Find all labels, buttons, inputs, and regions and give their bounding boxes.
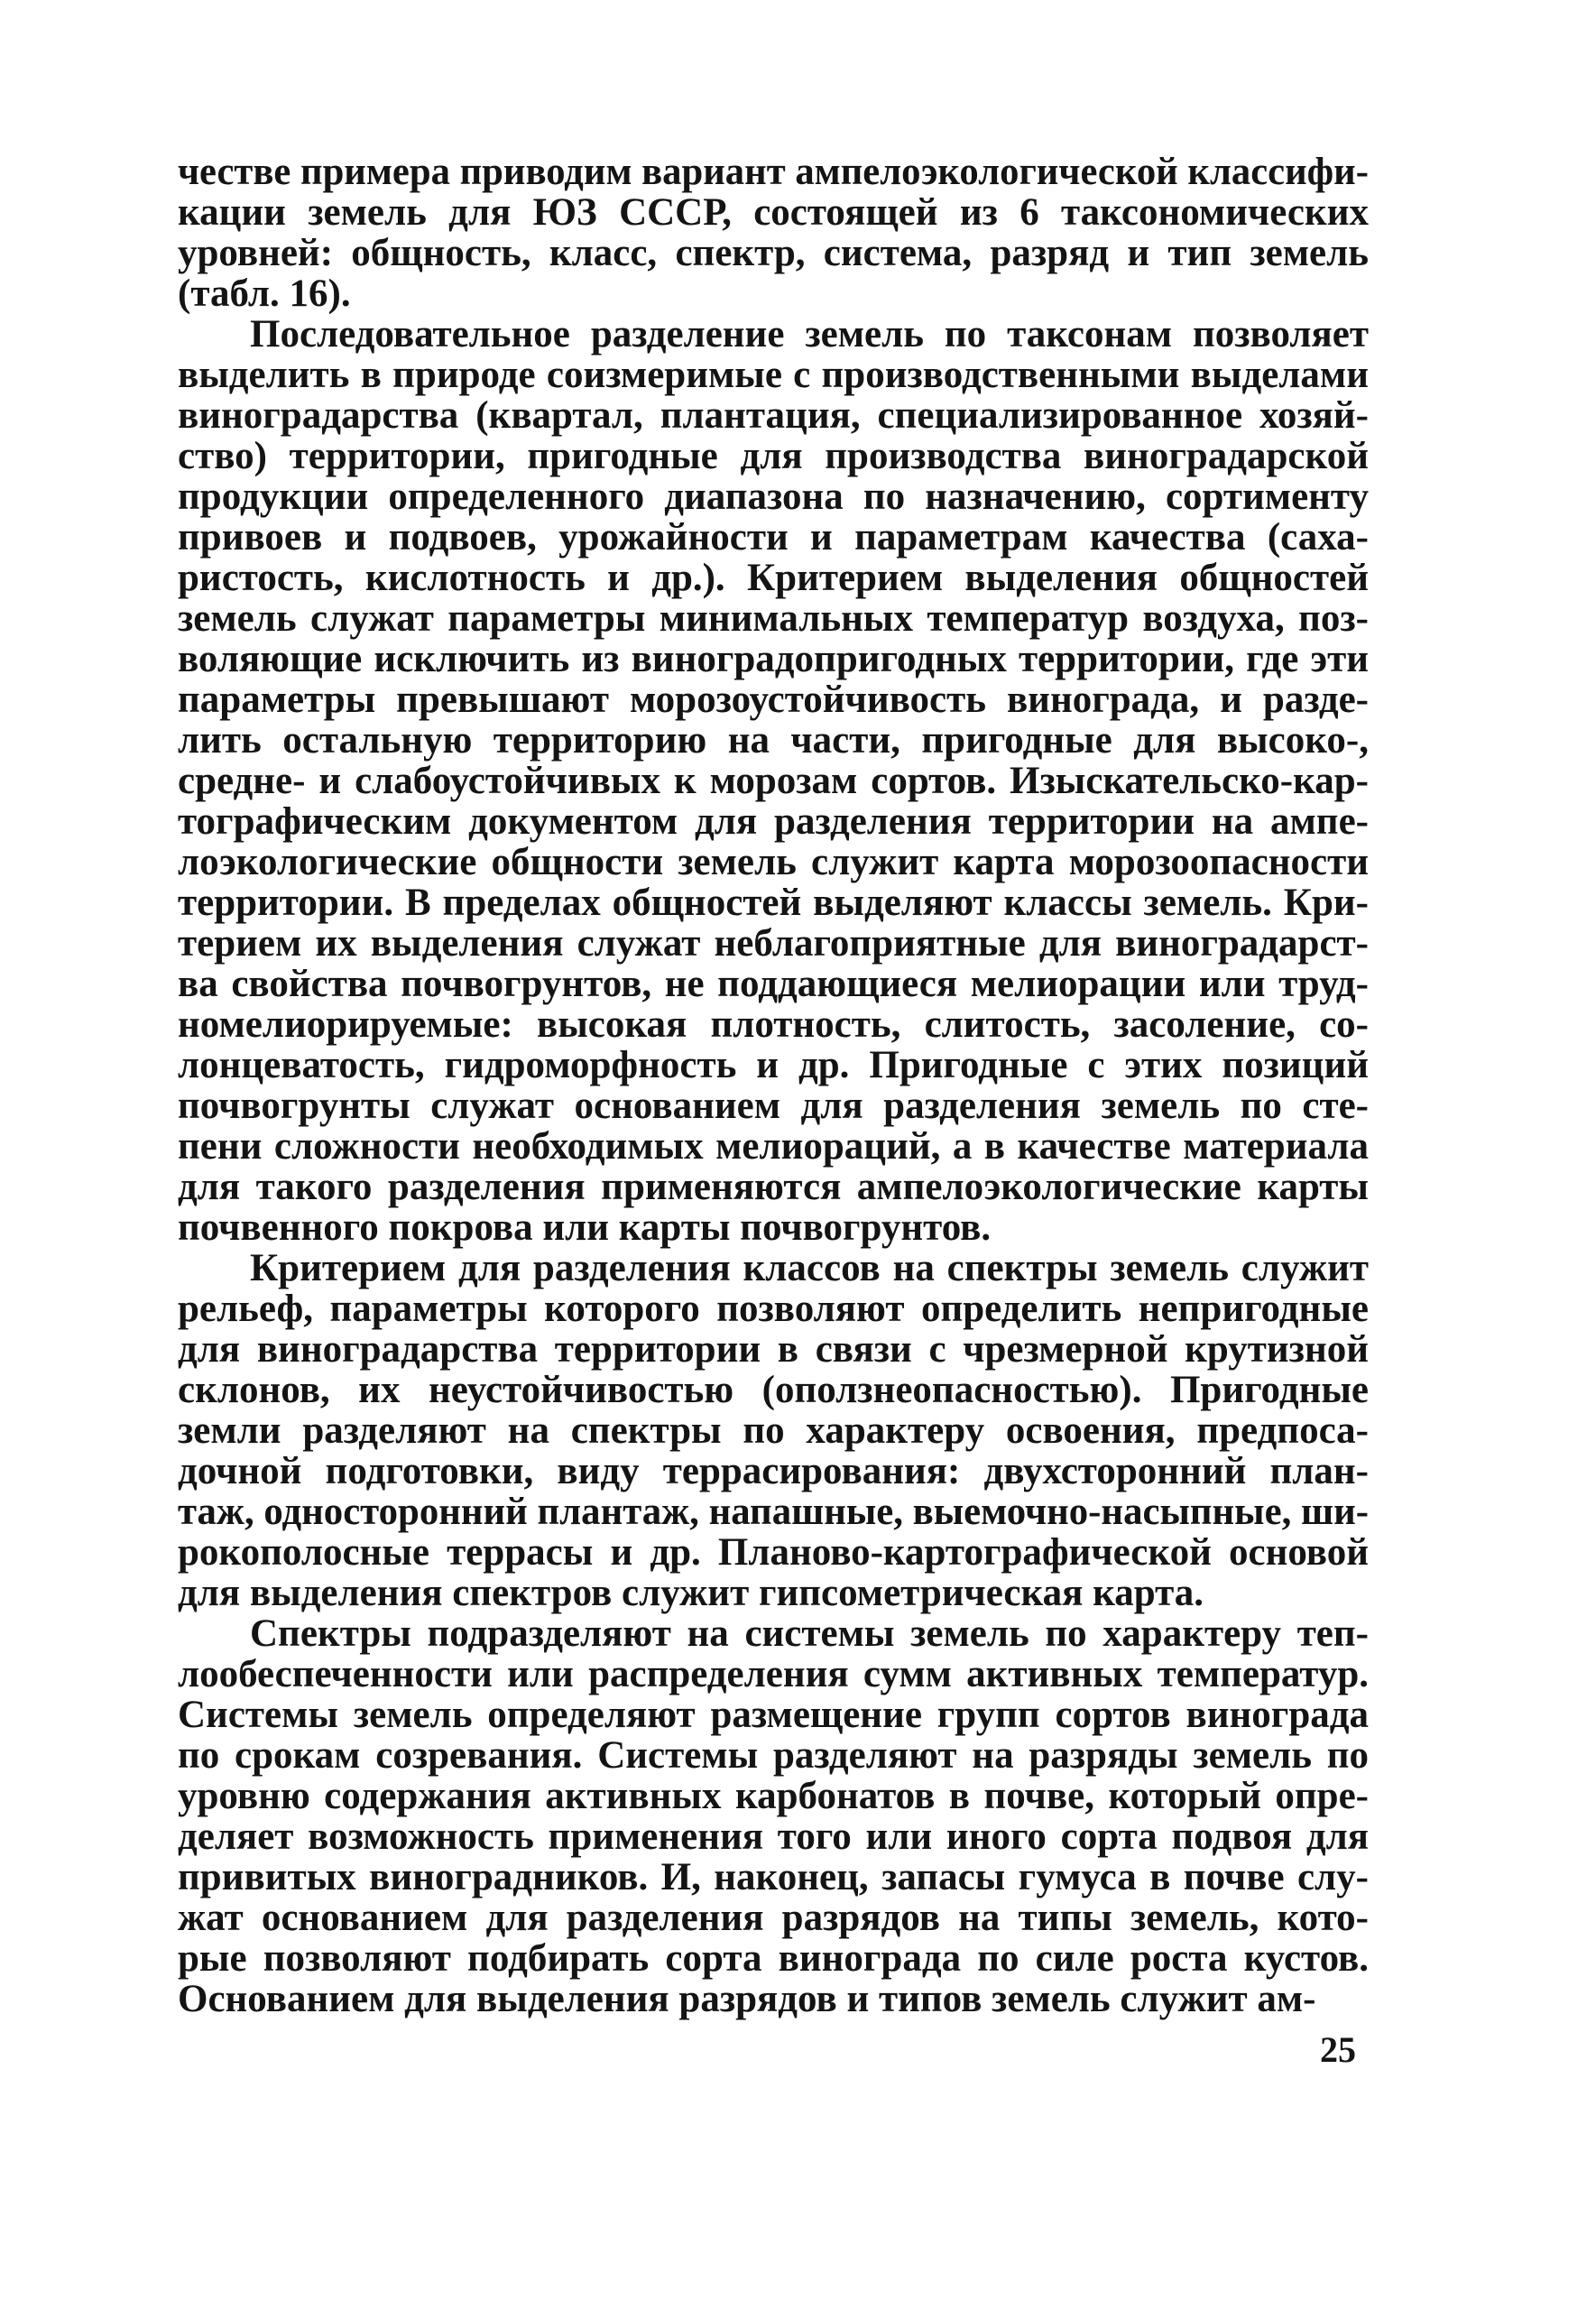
text-line: для виноградарства территории в связи с чрезмерной крутизной [178,1328,1369,1371]
paragraph-4 [178,1613,1369,2019]
text-line: ва свойства почвогрунтов, не поддающиеся мелиорации или труд- [178,963,1369,1005]
text-line: пени сложности необходимых мелиораций, а в качестве материала [178,1125,1369,1168]
text-line: уровней: общность, класс, спектр, система, разряд и тип земель [178,232,1369,274]
text-line: земли разделяют на спектры по характеру освоения, предпоса- [178,1409,1369,1452]
text-line: лонцеватость, гидроморфность и др. Пригодные с этих позиций [178,1044,1369,1086]
text-line: склонов, их неустойчивостью (оползнеопасностью). Пригодные [178,1369,1369,1411]
text-line: Последовательное разделение земель по таксонам позволяет [250,313,1369,356]
text-line: лить остальную территорию на части, пригодные для высоко-, [178,719,1369,762]
text-line: лоэкологические общности земель служит карта морозоопасности [178,841,1369,883]
text-line: для выделения спектров служит гипсометрическая карта. [178,1572,1204,1614]
page-body [178,152,1369,2019]
text-line: честве примера приводим вариант ампелоэкологической классифи- [178,151,1369,193]
text-line: виноградарства (квартал, плантация, специализированное хозяй- [178,394,1369,437]
paragraph-3 [178,1248,1369,1613]
text-line: по срокам созревания. Системы разделяют на разряды земель по [178,1734,1369,1777]
text-line: таж, односторонний плантаж, напашные, выемочно-насыпные, ши- [178,1491,1369,1533]
text-line: привоев и подвоев, урожайности и параметрам качества (саха- [178,516,1369,559]
text-line: жат основанием для разделения разрядов на типы земель, кото- [178,1897,1369,1939]
text-line: территории. В пределах общностей выделяют классы земель. Кри- [178,882,1369,924]
text-line: ство) территории, пригодные для производства виноградарской [178,435,1369,477]
text-line: ристость, кислотность и др.). Критерием выделения общностей [178,557,1369,599]
text-line: продукции определенного диапазона по назначению, сортименту [178,476,1369,518]
text-line: рельеф, параметры которого позволяют определить непригодные [178,1288,1369,1330]
text-line: (табл. 16). [178,272,351,315]
text-line: номелиорируемые: высокая плотность, слитость, засоление, со- [178,1003,1369,1046]
text-line: земель служат параметры минимальных температур воздуха, поз- [178,597,1369,640]
text-line: параметры превышают морозоустойчивость винограда, и разде- [178,679,1369,721]
text-line: Системы земель определяют размещение групп сортов винограда [178,1694,1369,1736]
text-line: выделить в природе соизмеримые с производственными выделами [178,354,1369,396]
text-line: почвогрунты служат основанием для разделения земель по сте- [178,1085,1369,1127]
page-number: 25 [1320,2029,1356,2070]
paragraph-2 [178,314,1369,1248]
text-line: кации земель для ЮЗ СССР, состоящей из 6 таксономических [178,191,1369,234]
text-line: терием их выделения служат неблагоприятные для виноградарст- [178,922,1369,965]
text-line: рокополосные террасы и др. Планово-картографической основой [178,1531,1369,1574]
text-line: привитых виноградников. И, наконец, запасы гумуса в почве слу- [178,1856,1369,1898]
text-line: деляет возможность применения того или иного сорта подвоя для [178,1815,1369,1858]
text-line: воляющие исключить из виноградопригодных территории, где эти [178,638,1369,680]
text-line: для такого разделения применяются ампелоэкологические карты [178,1166,1369,1208]
text-line: тографическим документом для разделения территории на ампе- [178,800,1369,843]
text-line: рые позволяют подбирать сорта винограда по силе роста кустов. [178,1937,1369,1980]
text-line: Основанием для выделения разрядов и типов земель служит ам- [178,1978,1316,2020]
text-line: Критерием для разделения классов на спектры земель служит [250,1247,1369,1289]
text-line: почвенного покрова или карты почвогрунтов. [178,1206,992,1249]
paragraph-1 [178,152,1369,314]
text-line: средне- и слабоустойчивых к морозам сортов. Изыскательско-кар- [178,760,1369,802]
text-line: уровню содержания активных карбонатов в почве, который опре- [178,1775,1369,1817]
text-line: дочной подготовки, виду террасирования: двухсторонний план- [178,1450,1369,1492]
text-line: лообеспеченности или распределения сумм активных температур. [178,1653,1369,1695]
text-line: Спектры подразделяют на системы земель по характеру теп- [250,1612,1369,1655]
